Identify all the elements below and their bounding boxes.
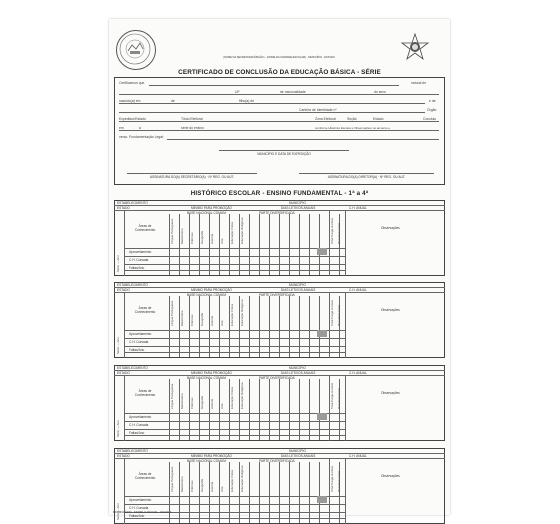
grid-line: [249, 296, 250, 357]
dias-label: DIAS LETIVOS ANUAIS: [281, 288, 316, 292]
total-ch-label: Total Carga Horária: [330, 299, 334, 326]
estado-label: ESTADO: [117, 206, 130, 210]
cert-row-5-label-c: Zona Eleitoral: [315, 117, 336, 121]
serie-label: Série — Ano: [116, 255, 120, 272]
subject-label-6: Educação Física: [230, 303, 234, 326]
parte-diversificada-label: PARTE DIVERSIFICADA: [259, 376, 295, 380]
row-divider: [124, 264, 345, 265]
subject-label-4: História: [210, 398, 214, 409]
grid-line: [199, 214, 200, 275]
minimo-label: MÍNIMO PARA PROMOÇÃO: [191, 288, 232, 292]
ch-cursada-label: C.H. Cursada: [129, 340, 149, 344]
fill-line: [149, 85, 399, 86]
establishment-label: ESTABELECIMENTO: [117, 283, 148, 287]
grid-line: [199, 296, 200, 357]
subject-label-1: Matemática: [180, 476, 184, 492]
grid-line: [319, 296, 320, 357]
minimo-label: MÍNIMO PARA PROMOÇÃO: [191, 206, 232, 210]
resultado-label: Resultado Final: [337, 388, 341, 409]
subject-label-7: Educação Religiosa: [240, 465, 244, 492]
subject-label-3: Geografia: [200, 395, 204, 409]
municipio-label: MUNICÍPIO: [289, 201, 306, 205]
grid-line: [179, 462, 180, 523]
grid-line: [299, 379, 300, 440]
cert-row-5-label-a: Expedidor/Estado: [119, 117, 146, 121]
grid-line: [249, 214, 250, 275]
certificate-title: CERTIFICADO DE CONCLUSÃO DA EDUCAÇÃO BÁSICA - SÉRIE: [178, 69, 381, 76]
observacoes-label: Observações: [381, 391, 400, 395]
resultado-label: Resultado Final: [337, 471, 341, 492]
estado-label: ESTADO: [117, 371, 130, 375]
grid-line: [219, 462, 220, 523]
row-divider: [124, 421, 345, 422]
grid-line: [345, 375, 346, 441]
row-divider: [124, 504, 345, 505]
row-divider: [124, 496, 345, 497]
row-divider: [124, 248, 345, 249]
cert-row-2-label-c: do sexo: [374, 90, 386, 94]
grid-line: [269, 214, 270, 275]
total-cell: [317, 248, 327, 255]
subject-label-5: Arte: [220, 238, 224, 244]
subject-label-4: História: [210, 233, 214, 244]
aproveitamento-label: Aproveitamento: [129, 332, 152, 336]
row-divider: [114, 205, 445, 206]
fill-line: [119, 121, 439, 122]
ch-cursada-label: C.H. Cursada: [129, 506, 149, 510]
cert-row-1-label-b: natural de: [411, 81, 427, 85]
grid-line: [199, 462, 200, 523]
total-cell: [317, 496, 327, 503]
cert-row-5-label-e: Estado: [373, 117, 384, 121]
aproveitamento-label: Aproveitamento: [129, 498, 152, 502]
fill-line: [119, 112, 425, 113]
cert-row-3-label-c: filho(a) de: [239, 99, 255, 103]
establishment-label: ESTABELECIMENTO: [117, 449, 148, 453]
grid-line: [199, 379, 200, 440]
grid-line: [279, 214, 280, 275]
faltas-label: Faltas/Ano: [129, 514, 145, 518]
observacoes-label: Observações: [381, 308, 400, 312]
grid-line: [289, 379, 290, 440]
grid-line: [299, 214, 300, 275]
cert-row-3-label-a: nascido(a) em: [119, 99, 141, 103]
cert-row-4-label-a: Carteira de Identidade nº: [299, 108, 337, 112]
subject-label-0: Língua Portuguesa: [170, 300, 174, 326]
subject-label-2: Ciências: [190, 314, 194, 326]
grid-line: [189, 462, 190, 523]
grid-line: [179, 379, 180, 440]
cert-row-2-label-a: UF: [235, 90, 240, 94]
school-seal-icon: [116, 30, 156, 70]
cert-row-6-label-b: a: [139, 126, 141, 130]
cert-row-4-label-b: Órgão: [427, 108, 437, 112]
signature-secretary-label: ASSINATURA DO(A) SECRETÁRIO(A) · Nº REG. OU AUT.: [150, 175, 234, 179]
grid-line: [124, 458, 125, 524]
subject-label-6: Educação Física: [230, 386, 234, 409]
place-date-label: MUNICÍPIO E DATA DE EXPEDIÇÃO: [257, 152, 311, 156]
faltas-label: Faltas/Ano: [129, 348, 145, 352]
ch-anual-label: C.H. ANUAL: [349, 206, 367, 210]
dias-label: DIAS LETIVOS ANUAIS: [281, 371, 316, 375]
subject-label-1: Matemática: [180, 228, 184, 244]
subject-label-6: Educação Física: [230, 221, 234, 244]
grid-line: [124, 210, 125, 276]
subject-label-3: Geografia: [200, 478, 204, 492]
grid-line: [189, 214, 190, 275]
serie-label: Série — Ano: [116, 420, 120, 437]
observacoes-label: Observações: [381, 474, 400, 478]
parte-diversificada-label: PARTE DIVERSIFICADA: [259, 293, 295, 297]
cert-row-6-label-c: série do ensino: [181, 126, 204, 130]
fill-line: [167, 139, 439, 140]
municipio-label: MUNICÍPIO: [289, 283, 306, 287]
subject-label-1: Matemática: [180, 393, 184, 409]
grid-line: [209, 379, 210, 440]
grid-line: [289, 296, 290, 357]
observacoes-label: Observações: [381, 226, 400, 230]
total-cell: [317, 330, 327, 337]
ch-anual-label: C.H. ANUAL: [349, 454, 367, 458]
dias-label: DIAS LETIVOS ANUAIS: [281, 206, 316, 210]
subject-label-2: Ciências: [190, 232, 194, 244]
row-divider: [124, 352, 345, 353]
row-divider: [124, 413, 345, 414]
grid-line: [279, 462, 280, 523]
establishment-label: ESTABELECIMENTO: [117, 366, 148, 370]
dias-label: DIAS LETIVOS ANUAIS: [281, 454, 316, 458]
cert-row-6-label-a: em: [119, 126, 124, 130]
grid-line: [345, 458, 346, 524]
subject-label-0: Língua Portuguesa: [170, 466, 174, 492]
area-label: Áreas de Conhecimento: [134, 224, 156, 232]
grid-line: [319, 462, 320, 523]
grid-line: [299, 462, 300, 523]
resultado-label: Resultado Final: [337, 305, 341, 326]
grid-line: [309, 379, 310, 440]
base-nacional-label: BASE NACIONAL COMUM: [187, 211, 226, 215]
subject-label-7: Educação Religiosa: [240, 217, 244, 244]
aproveitamento-label: Aproveitamento: [129, 415, 152, 419]
signature-director-label: ASSINATURA DO(A) DIRETOR(A) · Nº REG. OU AUT.: [327, 175, 406, 179]
subject-label-7: Educação Religiosa: [240, 382, 244, 409]
grid-line: [179, 214, 180, 275]
cert-row-1-label-a: Certificamos que: [119, 81, 145, 85]
cert-row-3-label-d: e de: [429, 99, 436, 103]
serie-label: Série — Ano: [116, 503, 120, 520]
brazil-coat-of-arms-icon: [400, 32, 430, 62]
grid-line: [189, 379, 190, 440]
subject-label-5: Arte: [220, 320, 224, 326]
subject-label-6: Educação Física: [230, 469, 234, 492]
row-divider: [114, 287, 445, 288]
grid-line: [249, 462, 250, 523]
row-divider: [124, 330, 345, 331]
signature-line: [127, 173, 257, 174]
cert-row-6-label-d: conforme Histórico Escolar e Observações no anverso e: [315, 126, 391, 130]
grid-line: [249, 379, 250, 440]
parte-diversificada-label: PARTE DIVERSIFICADA: [259, 459, 295, 463]
subject-label-7: Educação Religiosa: [240, 299, 244, 326]
cert-row-3-label-b: de: [171, 99, 175, 103]
grid-line: [289, 214, 290, 275]
total-cell: [317, 413, 327, 420]
row-divider: [124, 256, 345, 257]
row-divider: [124, 429, 345, 430]
total-ch-label: Total Carga Horária: [330, 382, 334, 409]
grid-line: [345, 292, 346, 358]
ch-anual-label: C.H. ANUAL: [349, 288, 367, 292]
grid-line: [345, 210, 346, 276]
ch-cursada-label: C.H. Cursada: [129, 423, 149, 427]
row-divider: [114, 370, 445, 371]
subject-label-2: Ciências: [190, 397, 194, 409]
fill-line: [119, 130, 439, 131]
grid-line: [279, 379, 280, 440]
cert-row-5-label-f: Concluiu: [423, 117, 437, 121]
subject-label-4: História: [210, 481, 214, 492]
grid-line: [259, 296, 260, 357]
faltas-label: Faltas/Ano: [129, 431, 145, 435]
grid-line: [209, 462, 210, 523]
row-divider: [124, 270, 345, 271]
minimo-label: MÍNIMO PARA PROMOÇÃO: [191, 454, 232, 458]
municipio-label: MUNICÍPIO: [289, 366, 306, 370]
ch-anual-label: C.H. ANUAL: [349, 371, 367, 375]
certificate-sheet: [109, 19, 450, 520]
faltas-label: Faltas/Ano: [129, 266, 145, 270]
area-label: Áreas de Conhecimento: [134, 306, 156, 314]
grid-line: [269, 462, 270, 523]
subject-label-0: Língua Portuguesa: [170, 383, 174, 409]
cert-row-7-label-a: verso. Fundamentação Legal:: [119, 135, 164, 139]
base-nacional-label: BASE NACIONAL COMUM: [187, 293, 226, 297]
grid-line: [219, 379, 220, 440]
ch-cursada-label: C.H. Cursada: [129, 258, 149, 262]
row-divider: [124, 338, 345, 339]
row-divider: [124, 346, 345, 347]
grid-line: [269, 296, 270, 357]
grid-line: [189, 296, 190, 357]
grid-line: [279, 296, 280, 357]
parte-diversificada-label: PARTE DIVERSIFICADA: [259, 211, 295, 215]
subject-label-5: Arte: [220, 486, 224, 492]
grid-line: [299, 296, 300, 357]
base-nacional-label: BASE NACIONAL COMUM: [187, 459, 226, 463]
area-label: Áreas de Conhecimento: [134, 389, 156, 397]
grid-line: [309, 296, 310, 357]
estado-label: ESTADO: [117, 454, 130, 458]
subject-label-2: Ciências: [190, 480, 194, 492]
resultado-label: Resultado Final: [337, 223, 341, 244]
aproveitamento-label: Aproveitamento: [129, 250, 152, 254]
grid-line: [259, 214, 260, 275]
establishment-label: ESTABELECIMENTO: [117, 201, 148, 205]
row-divider: [124, 435, 345, 436]
serie-label: Série — Ano: [116, 337, 120, 354]
subject-label-1: Matemática: [180, 310, 184, 326]
grid-line: [124, 292, 125, 358]
cert-row-5-label-d: Seção: [347, 117, 357, 121]
subject-label-3: Geografia: [200, 312, 204, 326]
minimo-label: MÍNIMO PARA PROMOÇÃO: [191, 371, 232, 375]
grid-line: [209, 214, 210, 275]
grid-line: [309, 214, 310, 275]
grid-line: [219, 214, 220, 275]
grid-line: [124, 375, 125, 441]
grid-line: [319, 379, 320, 440]
base-nacional-label: BASE NACIONAL COMUM: [187, 376, 226, 380]
municipio-label: MUNICÍPIO: [289, 449, 306, 453]
cert-row-5-label-b: Título Eleitoral: [181, 117, 203, 121]
total-ch-label: Total Carga Horária: [330, 465, 334, 492]
estado-label: ESTADO: [117, 288, 130, 292]
historico-title: HISTÓRICO ESCOLAR - ENSINO FUNDAMENTAL - 1ª a 4ª: [190, 190, 369, 197]
grid-line: [259, 462, 260, 523]
grid-line: [319, 214, 320, 275]
fill-line: [219, 150, 349, 151]
grid-line: [309, 462, 310, 523]
grid-line: [209, 296, 210, 357]
subject-label-5: Arte: [220, 403, 224, 409]
grid-line: [179, 296, 180, 357]
signature-line: [299, 173, 434, 174]
fill-line: [119, 103, 425, 104]
subject-label-3: Geografia: [200, 230, 204, 244]
footer-text: FORMULÁRIO · MODELO OFICIAL · ESCOLA: [113, 510, 172, 514]
grid-line: [219, 296, 220, 357]
fill-line: [119, 94, 439, 95]
grid-line: [259, 379, 260, 440]
subject-label-0: Língua Portuguesa: [170, 218, 174, 244]
area-label: Áreas de Conhecimento: [134, 472, 156, 480]
total-ch-label: Total Carga Horária: [330, 217, 334, 244]
government-header-text: (NOME DA SECRETARIA/ÓRGÃO) · (NOME DA UNIDADE ESCOLAR) · MUNICÍPIO · ESTADO: [223, 56, 335, 59]
cert-row-2-label-b: de nacionalidade: [280, 90, 306, 94]
subject-label-4: História: [210, 315, 214, 326]
grid-line: [269, 379, 270, 440]
row-divider: [114, 453, 445, 454]
grid-line: [289, 462, 290, 523]
